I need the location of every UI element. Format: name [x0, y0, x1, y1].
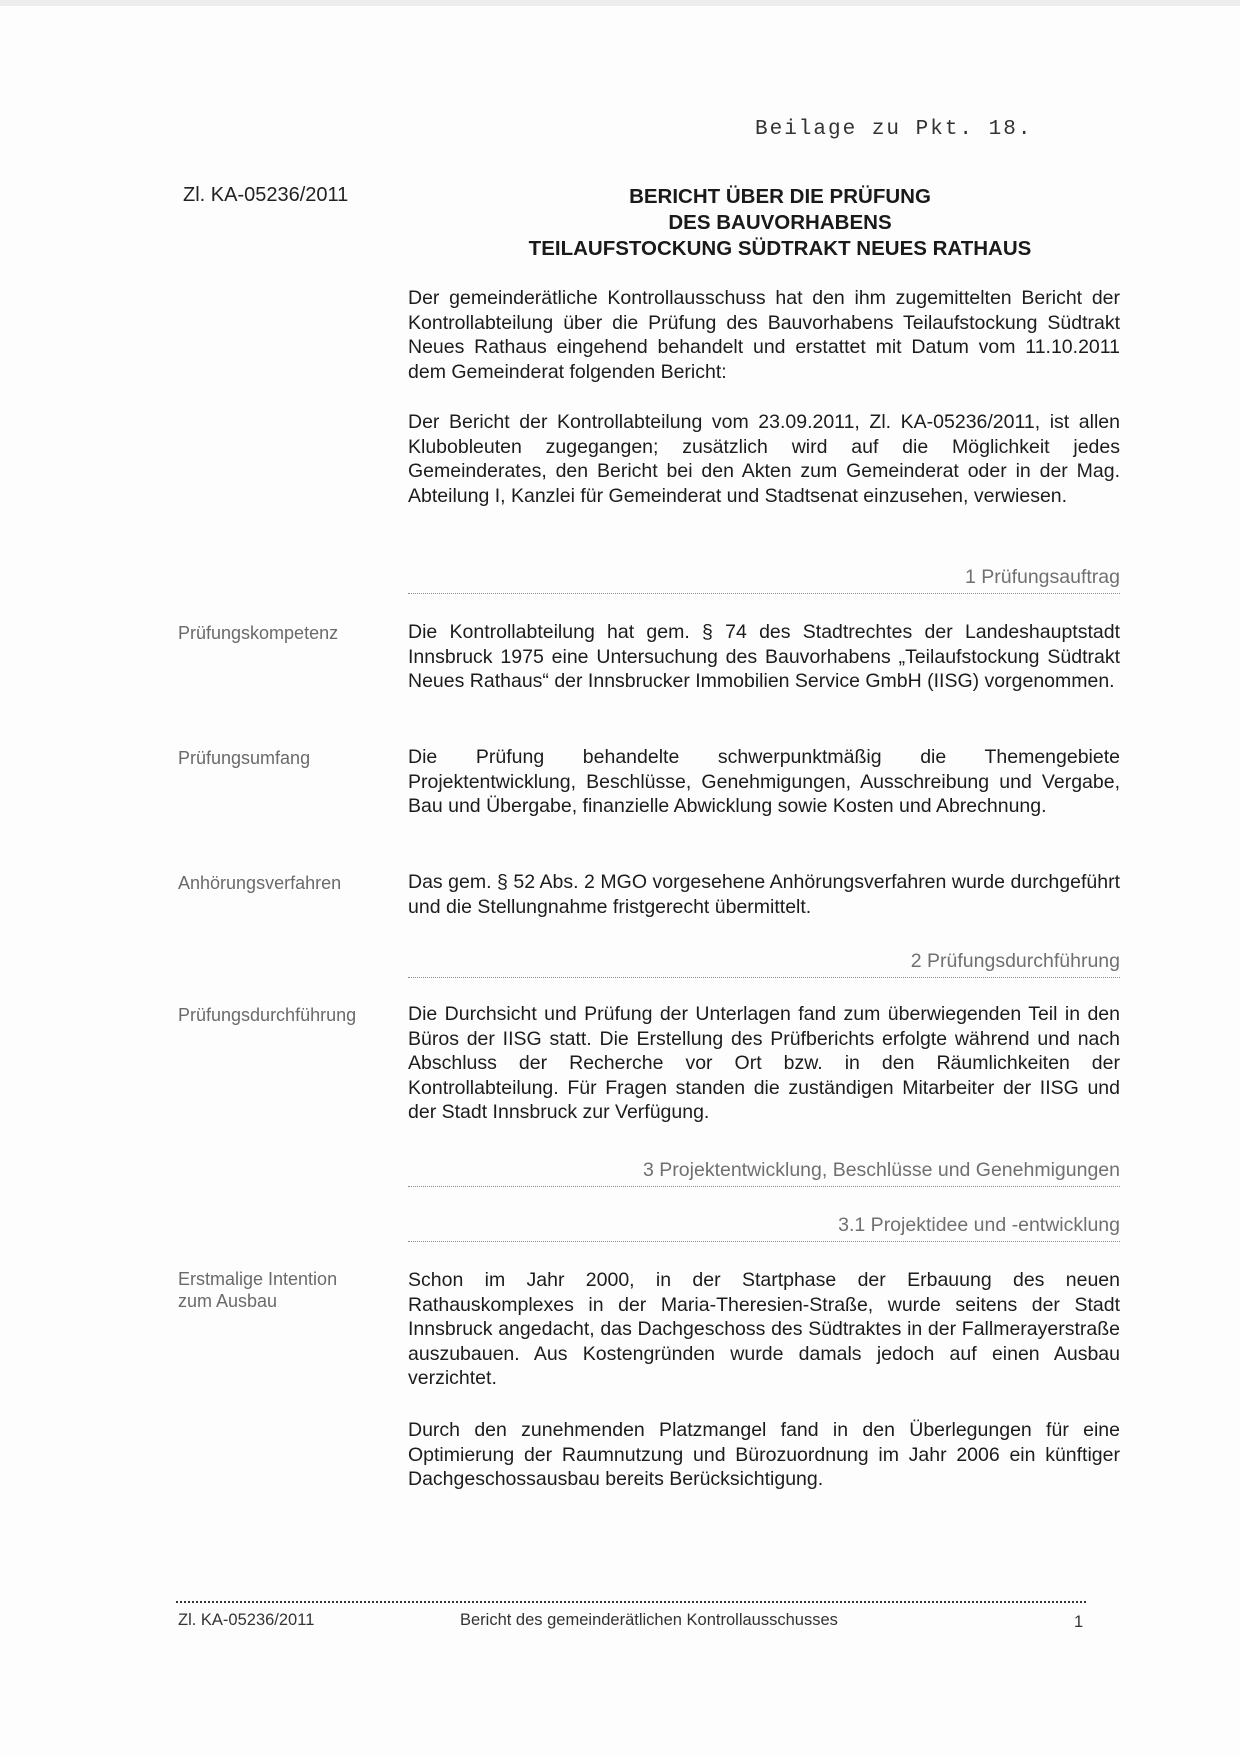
margin-label-durchfuehrung: Prüfungsdurchführung: [178, 1005, 357, 1025]
margin-label-intention-line-2: zum Ausbau: [178, 1291, 278, 1311]
title-line-3: TEILAUFSTOCKUNG SÜDTRAKT NEUES RATHAUS: [528, 237, 1032, 260]
title-line-2: DES BAUVORHABENS: [668, 211, 892, 234]
intro-paragraph-1: Der gemeinderätliche Kontrollausschuss hat den ihm zugemittelten Bericht der Kontrollabteilung über die Prüfung des Bauvorhabens Teilaufstockung Südtrakt Neues Rathaus eingehend behandelt und erstattet mit Datum vom 11.10.2011 dem Gemeinderat folgenden Bericht:: [408, 287, 1120, 383]
section-heading-3-1: 3.1 Projektidee und -entwicklung: [408, 1214, 1120, 1242]
section-heading-3: 3 Projektentwicklung, Beschlüsse und Genehmigungen: [408, 1159, 1120, 1187]
report-title: [480, 184, 1080, 262]
intro-paragraph-2: Der Bericht der Kontrollabteilung vom 23.09.2011, Zl. KA-05236/2011, ist allen Klubobleuten zugegangen; zusätzlich wird auf die Möglichkeit jedes Gemeinderates, den Bericht bei den Akten zum Gemeinderat oder in der Mag. Abteilung I, Kanzlei für Gemeinderat und Stadtsenat einzusehen, verwiesen.: [408, 411, 1120, 507]
margin-label-anhoerung: Anhörungsverfahren: [178, 873, 342, 893]
attachment-note: Beilage zu Pkt. 18.: [755, 118, 1033, 141]
footer-divider: [176, 1601, 1086, 1603]
footer-title: Bericht des gemeinderätlichen Kontrollausschusses: [460, 1611, 838, 1629]
page-number: 1: [1074, 1613, 1084, 1631]
paragraph-durchfuehrung: Die Durchsicht und Prüfung der Unterlagen fand zum überwiegenden Teil in den Büros der IISG statt. Die Erstellung des Prüfberichts erfolgte während und nach Abschluss der Recherche vor Ort bzw. in den Räumlichkeiten der Kontrollabteilung. Für Fragen standen die zuständigen Mitarbeiter der IISG und der Stadt Innsbruck zur Verfügung.: [408, 1003, 1120, 1123]
section-heading-1: 1 Prüfungsauftrag: [408, 566, 1120, 594]
footer-reference: Zl. KA-05236/2011: [178, 1611, 315, 1629]
margin-label-intention-line-1: Erstmalige Intention: [178, 1269, 338, 1289]
title-line-1: BERICHT ÜBER DIE PRÜFUNG: [629, 185, 931, 208]
paragraph-anhoerung: Das gem. § 52 Abs. 2 MGO vorgesehene Anhörungsverfahren wurde durchgeführt und die Stellungnahme fristgerecht übermittelt.: [408, 871, 1120, 918]
paragraph-platzmangel: Durch den zunehmenden Platzmangel fand in den Überlegungen für eine Optimierung der Raumnutzung und Bürozuordnung im Jahr 2006 ein künftiger Dachgeschossausbau bereits Berücksichtigung.: [408, 1419, 1120, 1490]
margin-label-intention: [178, 1268, 388, 1312]
margin-label-kompetenz: Prüfungskompetenz: [178, 623, 339, 643]
paragraph-kompetenz: Die Kontrollabteilung hat gem. § 74 des Stadtrechtes der Landeshauptstadt Innsbruck 1975 eine Untersuchung des Bauvorhabens „Teilaufstockung Südtrakt Neues Rathaus“ der Innsbrucker Immobilien Service GmbH (IISG) vorgenommen.: [408, 621, 1120, 692]
scan-top-edge: [0, 0, 1240, 6]
section-heading-2: 2 Prüfungsdurchführung: [408, 950, 1120, 978]
paragraph-intention: Schon im Jahr 2000, in der Startphase der Erbauung des neuen Rathauskomplexes in der Maria-Theresien-Straße, wurde seitens der Stadt Innsbruck angedacht, das Dachgeschoss des Südtraktes in der Fallmerayerstraße auszubauen. Aus Kostengründen wurde damals jedoch auf einen Ausbau verzichtet.: [408, 1269, 1120, 1389]
margin-label-umfang: Prüfungsumfang: [178, 748, 311, 768]
reference-number: Zl. KA-05236/2011: [183, 184, 349, 206]
paragraph-umfang: Die Prüfung behandelte schwerpunktmäßig die Themengebiete Projektentwicklung, Beschlüsse, Genehmigungen, Ausschreibung und Vergabe, Bau und Übergabe, finanzielle Abwicklung sowie Kosten und Abrechnung.: [408, 746, 1120, 817]
